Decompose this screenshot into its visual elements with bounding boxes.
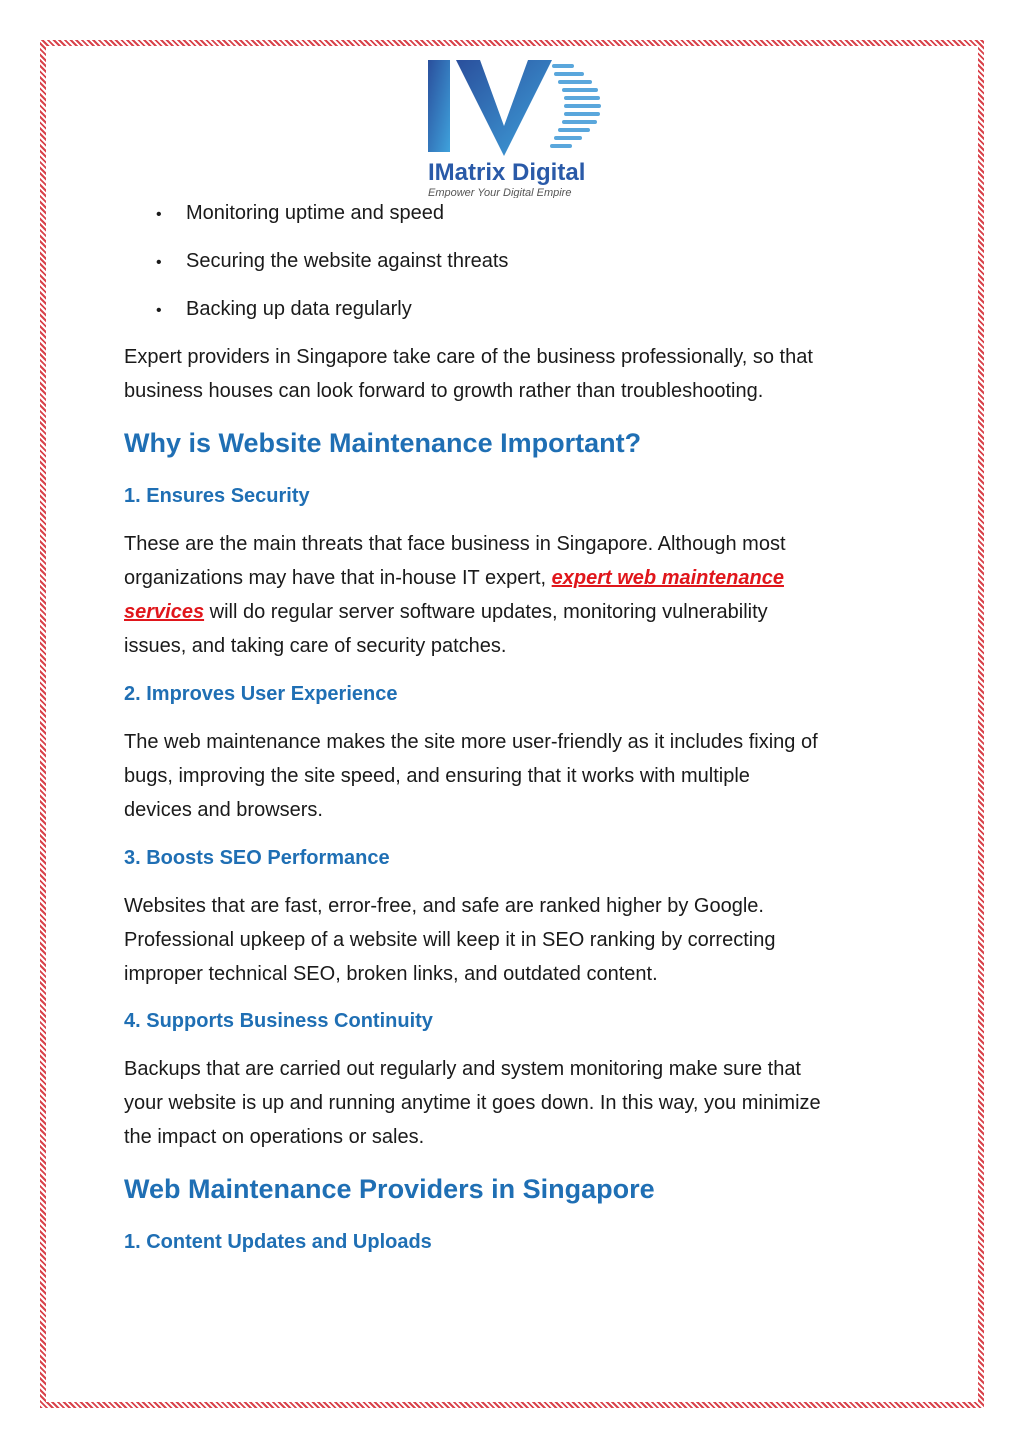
intro-paragraph <box>124 340 914 408</box>
paragraph-line: devices and browsers. <box>124 799 323 821</box>
paragraph-line: issues, and taking care of security patches. <box>124 635 507 657</box>
list-item-text: Backing up data regularly <box>186 298 412 320</box>
paragraph-line: Expert providers in Singapore take care of the business professionally, so that <box>124 346 813 368</box>
imatrix-logo-icon <box>424 56 604 198</box>
expert-maintenance-link[interactable]: expert web maintenance <box>551 567 784 589</box>
section-title: Why is Website Maintenance Important? <box>124 428 642 458</box>
list-item-text: Securing the website against threats <box>186 250 509 272</box>
company-logo <box>424 56 604 198</box>
services-link[interactable]: services <box>124 601 205 623</box>
bullet-icon: • <box>156 254 162 271</box>
paragraph-line: improper technical SEO, broken links, and outdated content. <box>124 963 658 985</box>
subsection-heading: 4. Supports Business Continuity <box>124 1010 433 1032</box>
list-item <box>156 249 508 275</box>
paragraph-line <box>124 561 914 595</box>
subsection-heading: 1. Ensures Security <box>124 485 310 507</box>
logo-tagline: Empower Your Digital Empire <box>428 187 572 198</box>
paragraph-text: organizations may have that in-house IT expert, <box>124 567 552 589</box>
ux-paragraph <box>124 725 914 827</box>
paragraph-line: The web maintenance makes the site more user-friendly as it includes fixing of <box>124 731 818 753</box>
paragraph-line: Backups that are carried out regularly and system monitoring make sure that <box>124 1058 801 1080</box>
list-item <box>156 201 444 227</box>
bullet-icon: • <box>156 206 162 223</box>
section-title: Web Maintenance Providers in Singapore <box>124 1174 655 1204</box>
paragraph-line: bugs, improving the site speed, and ensuring that it works with multiple <box>124 765 750 787</box>
paragraph-text: will do regular server software updates, monitoring vulnerability <box>204 601 768 623</box>
paragraph-line: your website is up and running anytime it goes down. In this way, you minimize <box>124 1092 821 1114</box>
paragraph-line <box>124 595 914 629</box>
paragraph-line: Websites that are fast, error-free, and safe are ranked higher by Google. <box>124 895 764 917</box>
list-item-text: Monitoring uptime and speed <box>186 202 444 224</box>
paragraph-line: the impact on operations or sales. <box>124 1126 425 1148</box>
subsection-heading: 2. Improves User Experience <box>124 683 398 705</box>
subsection-heading: 1. Content Updates and Uploads <box>124 1231 432 1253</box>
logo-wordmark: IMatrix Digital <box>428 159 586 186</box>
continuity-paragraph <box>124 1052 914 1154</box>
subsection-heading: 3. Boosts SEO Performance <box>124 847 390 869</box>
paragraph-line: These are the main threats that face business in Singapore. Although most <box>124 533 786 555</box>
seo-paragraph <box>124 889 914 991</box>
bullet-icon: • <box>156 302 162 319</box>
list-item <box>156 297 412 323</box>
paragraph-line: business houses can look forward to growth rather than troubleshooting. <box>124 380 764 402</box>
security-paragraph <box>124 527 914 663</box>
paragraph-line: Professional upkeep of a website will keep it in SEO ranking by correcting <box>124 929 776 951</box>
